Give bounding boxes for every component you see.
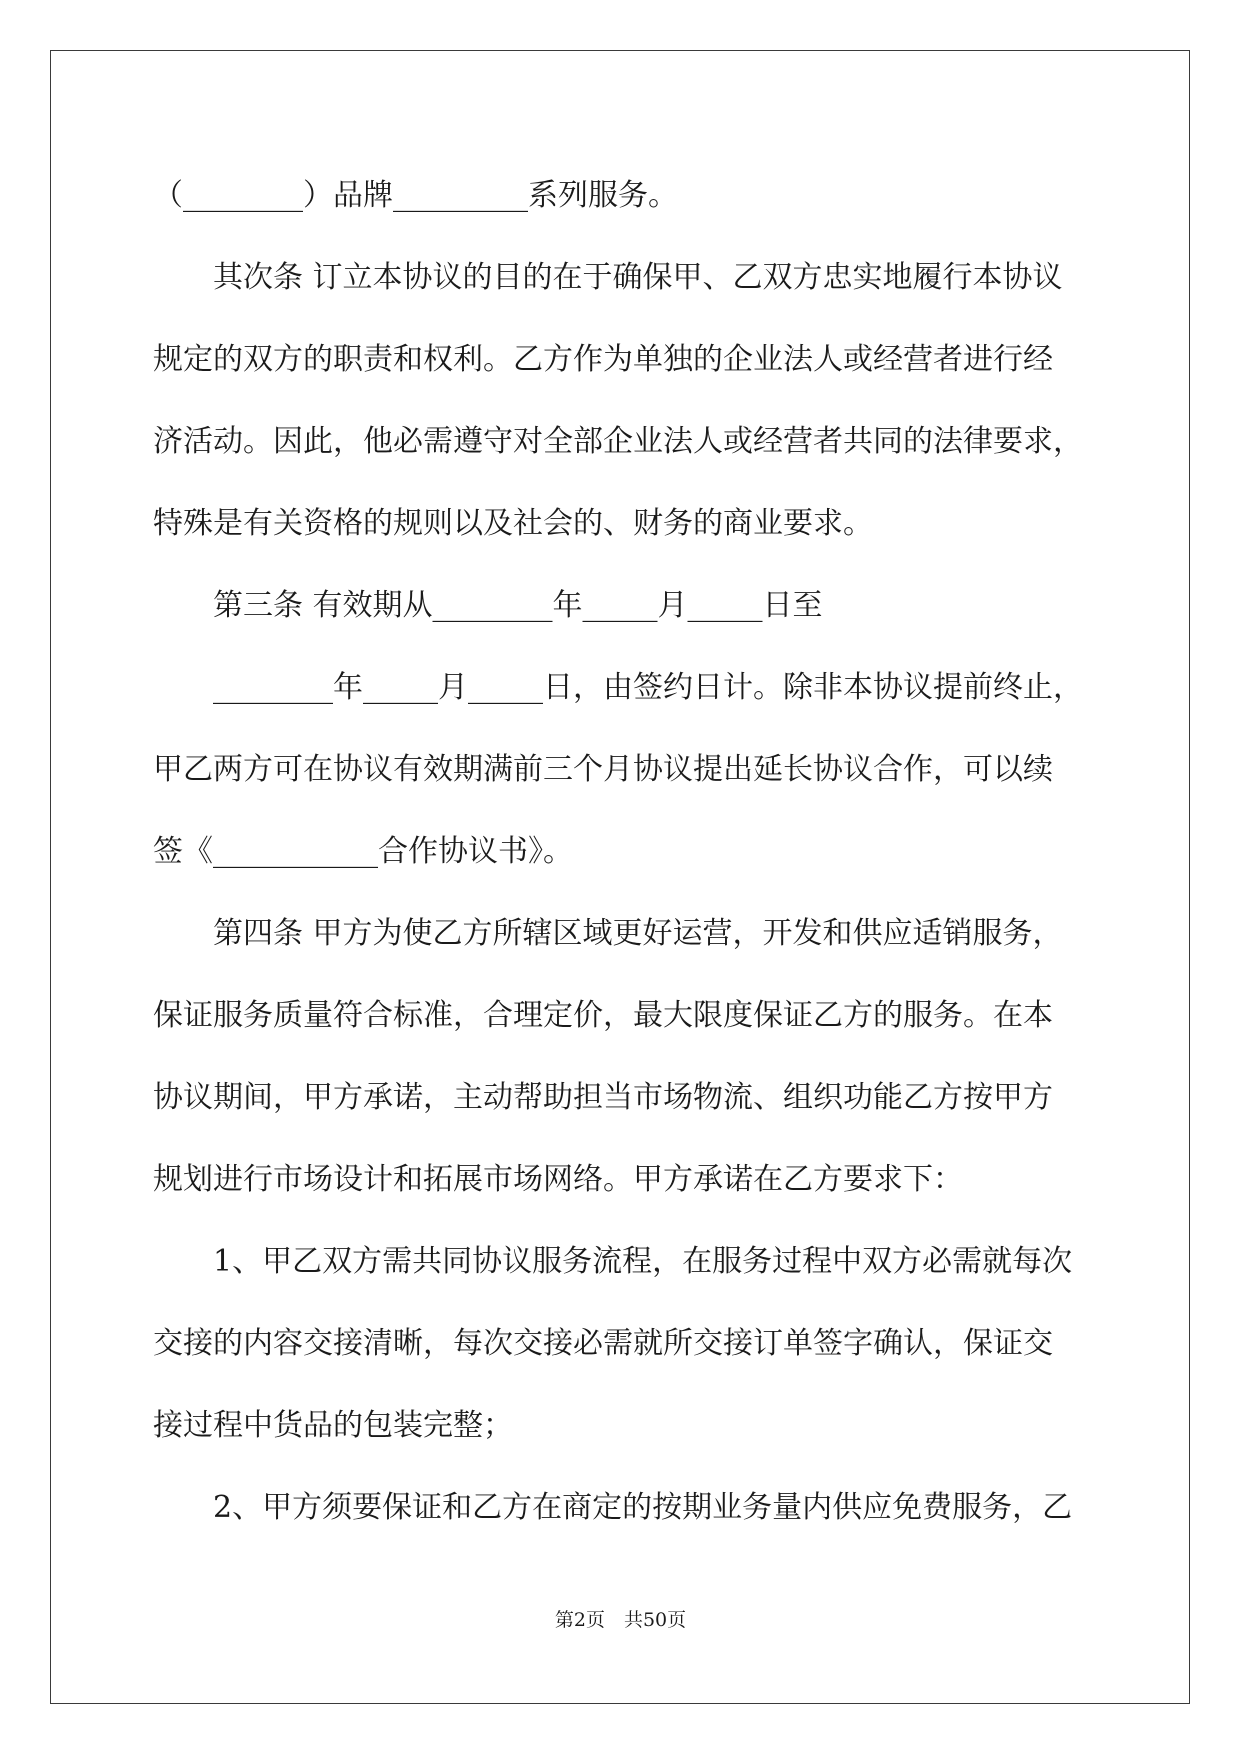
text-line: 第四条 甲方为使乙方所辖区域更好运营，开发和供应适销服务， — [153, 916, 1063, 951]
text-line: 其次条 订立本协议的目的在于确保甲、乙双方忠实地履行本协议 — [153, 260, 1063, 295]
text-line: 第三条 有效期从________年_____月_____日至 — [153, 588, 823, 623]
text-line: ________年_____月_____日，由签约日计。除非本协议提前终止， — [153, 670, 1083, 705]
text-line: 特殊是有关资格的规则以及社会的、财务的商业要求。 — [153, 506, 873, 541]
text-line: 甲乙两方可在协议有效期满前三个月协议提出延长协议合作，可以续 — [153, 752, 1053, 787]
document-body — [153, 155, 1098, 1549]
text-line: 签《___________合作协议书》。 — [153, 834, 573, 869]
page-number: 第2页 共50页 — [554, 1609, 687, 1631]
text-line: 济活动。因此，他必需遵守对全部企业法人或经营者共同的法律要求， — [153, 424, 1083, 459]
text-line: 1、甲乙双方需共同协议服务流程，在服务过程中双方必需就每次 — [153, 1244, 1073, 1279]
text-line: 交接的内容交接清晰，每次交接必需就所交接订单签字确认，保证交 — [153, 1326, 1053, 1361]
text-line: 接过程中货品的包装完整； — [153, 1408, 513, 1443]
text-line: 2、甲方须要保证和乙方在商定的按期业务量内供应免费服务，乙 — [153, 1490, 1073, 1525]
text-line: 协议期间，甲方承诺，主动帮助担当市场物流、组织功能乙方按甲方 — [153, 1080, 1053, 1115]
text-line: （________）品牌_________系列服务。 — [153, 178, 678, 213]
text-line: 规划进行市场设计和拓展市场网络。甲方承诺在乙方要求下： — [153, 1162, 963, 1197]
text-line: 规定的双方的职责和权利。乙方作为单独的企业法人或经营者进行经 — [153, 342, 1053, 377]
text-line: 保证服务质量符合标准，合理定价，最大限度保证乙方的服务。在本 — [153, 998, 1053, 1033]
